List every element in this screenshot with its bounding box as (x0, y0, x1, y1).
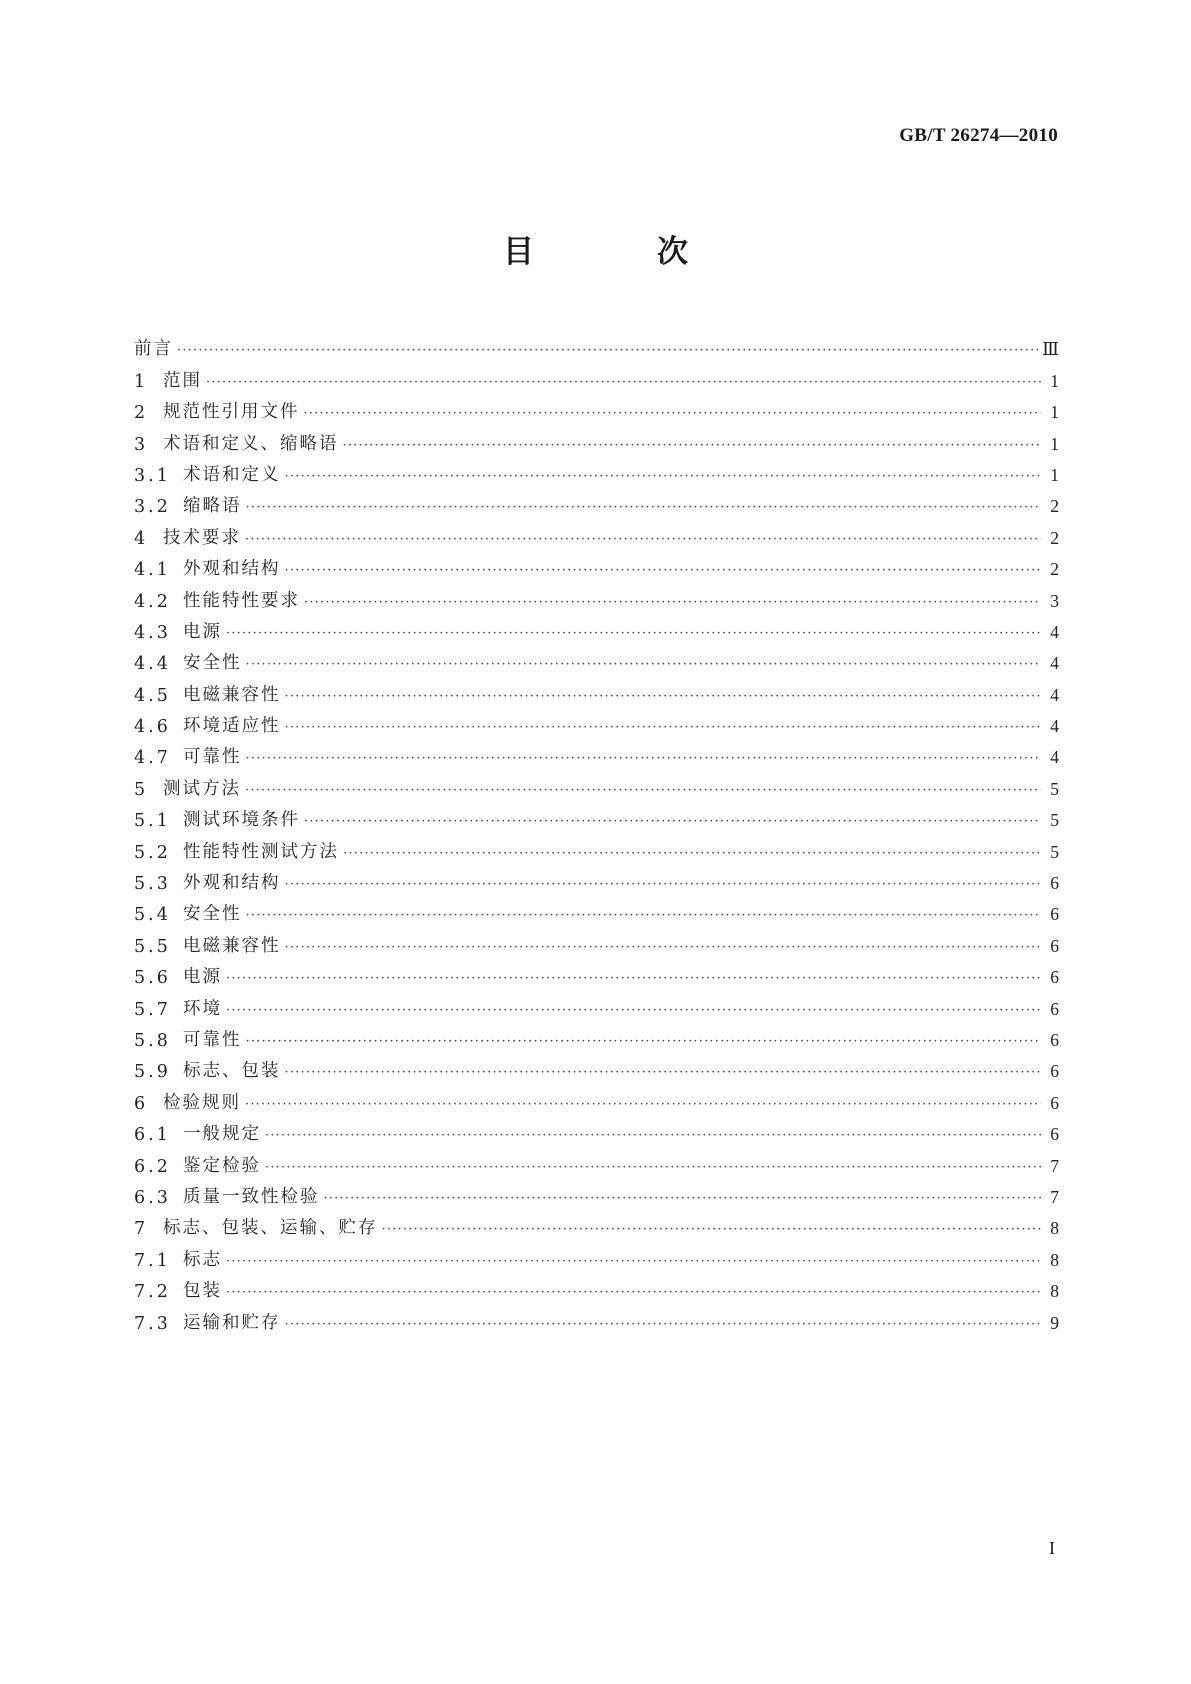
toc-entry-label: 可靠性 (183, 1029, 242, 1050)
toc-entry-number: 7.1 (134, 1250, 171, 1271)
toc-entry-page: 1 (1050, 464, 1059, 485)
toc-entry-label: 电源 (183, 621, 222, 642)
toc-entry-label: 环境 (183, 998, 222, 1019)
toc-entry-number: 4.7 (134, 748, 171, 769)
toc-entry-number: 4.2 (134, 591, 171, 612)
toc-entry (134, 800, 1059, 831)
toc-entry-label: 安全性 (183, 653, 242, 674)
toc-entry-number: 2 (134, 403, 149, 424)
toc-entry (134, 580, 1059, 611)
toc-entry (134, 486, 1059, 517)
toc-entry (134, 894, 1059, 925)
toc-entry-page: 3 (1050, 590, 1059, 611)
toc-entry-number: 4.1 (134, 560, 171, 581)
toc-entry-page: 4 (1050, 716, 1059, 737)
toc-leader-dots (285, 878, 1042, 894)
toc-leader-dots (304, 596, 1041, 612)
toc-entry-number: 6 (134, 1093, 149, 1114)
toc-entry-label: 性能特性要求 (183, 590, 300, 611)
toc-entry-label: 性能特性测试方法 (183, 841, 339, 862)
toc-entry-label: 电磁兼容性 (183, 935, 281, 956)
toc-leader-dots (265, 1129, 1041, 1145)
toc-leader-dots (226, 627, 1041, 643)
toc-leader-dots (304, 407, 1042, 423)
toc-entry-page: 4 (1050, 653, 1059, 674)
toc-entry-number: 7.3 (134, 1313, 171, 1334)
toc-leader-dots (246, 501, 1042, 517)
toc-entry-page: 6 (1050, 967, 1059, 988)
toc-entry-number: 5.5 (134, 936, 171, 957)
toc-entry (134, 1082, 1059, 1113)
toc-entry (134, 360, 1059, 391)
toc-entry (134, 549, 1059, 580)
toc-entry (134, 1145, 1059, 1176)
toc-entry-page: 5 (1050, 841, 1059, 862)
toc-entry-page: 5 (1050, 810, 1059, 831)
toc-entry-page: 8 (1050, 1249, 1059, 1270)
toc-entry (134, 1271, 1059, 1302)
toc-leader-dots (285, 564, 1042, 580)
toc-entry-page: 6 (1050, 1061, 1059, 1082)
toc-entry-page: 2 (1050, 496, 1059, 517)
toc-leader-dots (226, 972, 1041, 988)
toc-leader-dots (177, 344, 1038, 360)
toc-leader-dots (206, 376, 1041, 392)
toc-leader-dots (226, 1255, 1041, 1271)
toc-leader-dots (246, 752, 1042, 768)
toc-entry-number: 6.2 (134, 1156, 171, 1177)
toc-entry-page: 2 (1050, 559, 1059, 580)
toc-entry-label: 术语和定义 (183, 464, 281, 485)
toc-entry-page: 2 (1050, 527, 1059, 548)
toc-entry (134, 706, 1059, 737)
toc-entry-number: 7 (134, 1219, 149, 1240)
toc-entry-number: 5.1 (134, 811, 171, 832)
toc-entry (134, 1114, 1059, 1145)
toc-leader-dots (285, 721, 1042, 737)
toc-entry-label: 鉴定检验 (183, 1155, 261, 1176)
toc-entry (134, 1302, 1059, 1333)
toc-leader-dots (246, 1035, 1042, 1051)
toc-entry-number: 4 (134, 528, 149, 549)
toc-leader-dots (285, 941, 1042, 957)
toc-leader-dots (226, 1004, 1041, 1020)
toc-entry-page: 7 (1050, 1186, 1059, 1207)
toc-entry-number: 4.4 (134, 654, 171, 675)
toc-entry-label: 标志、包装 (183, 1061, 281, 1082)
toc-entry-number: 4.5 (134, 685, 171, 706)
toc-entry-label: 术语和定义、缩略语 (163, 433, 339, 454)
toc-entry-label: 缩略语 (183, 496, 242, 517)
toc-entry-label: 环境适应性 (183, 716, 281, 737)
toc-entry-page: 4 (1050, 621, 1059, 642)
toc-entry-page: 5 (1050, 778, 1059, 799)
toc-leader-dots (285, 690, 1042, 706)
toc-entry-number: 5.3 (134, 874, 171, 895)
toc-entry-page: 1 (1050, 402, 1059, 423)
toc-entry (134, 455, 1059, 486)
toc-entry-label: 规范性引用文件 (163, 402, 300, 423)
toc-entry-page: 6 (1050, 998, 1059, 1019)
toc-leader-dots (246, 909, 1042, 925)
toc-entry-label: 安全性 (183, 904, 242, 925)
toc-entry-number: 5 (134, 779, 149, 800)
toc-entry-label: 技术要求 (163, 527, 241, 548)
standard-number: GB/T 26274—2010 (899, 125, 1058, 146)
toc-leader-dots (246, 658, 1042, 674)
toc-entry-number: 3.2 (134, 497, 171, 518)
toc-entry (134, 831, 1059, 862)
toc-entry-page: Ⅲ (1042, 339, 1059, 360)
toc-leader-dots (285, 1066, 1042, 1082)
toc-entry-page: 1 (1050, 370, 1059, 391)
toc-entry-number: 3 (134, 434, 149, 455)
toc-entry-number: 5.4 (134, 905, 171, 926)
toc-entry-number: 4.6 (134, 717, 171, 738)
toc-entry-page: 6 (1050, 873, 1059, 894)
toc-entry-label: 运输和贮存 (183, 1312, 281, 1333)
toc-leader-dots (324, 1192, 1042, 1208)
toc-entry (134, 988, 1059, 1019)
toc-entry (134, 392, 1059, 423)
toc-entry-label: 包装 (183, 1281, 222, 1302)
toc-entry-page: 1 (1050, 433, 1059, 454)
toc-entry-number: 4.3 (134, 622, 171, 643)
toc-entry-page: 9 (1050, 1312, 1059, 1333)
toc-entry-number: 1 (134, 371, 149, 392)
toc-entry (134, 957, 1059, 988)
toc-entry-page: 6 (1050, 1124, 1059, 1145)
toc-entry-label: 测试方法 (163, 778, 241, 799)
toc-entry-label: 检验规则 (163, 1092, 241, 1113)
toc-entry-page: 7 (1050, 1155, 1059, 1176)
toc-entry (134, 768, 1059, 799)
toc-entry-label: 质量一致性检验 (183, 1186, 320, 1207)
toc-entry-label: 一般规定 (183, 1124, 261, 1145)
page-number: I (1049, 1538, 1055, 1558)
toc-leader-dots (245, 784, 1041, 800)
toc-entry-label: 外观和结构 (183, 873, 281, 894)
toc-entry-number: 7.2 (134, 1282, 171, 1303)
toc-entry (134, 1208, 1059, 1239)
toc-leader-dots (265, 1161, 1041, 1177)
toc-entry-page: 8 (1050, 1218, 1059, 1239)
toc-entry-number: 6.3 (134, 1187, 171, 1208)
toc-entry (134, 737, 1059, 768)
toc-leader-dots (226, 1286, 1041, 1302)
toc-leader-dots (245, 1098, 1041, 1114)
toc-entry (134, 925, 1059, 956)
toc-leader-dots (245, 533, 1041, 549)
toc-entry (134, 517, 1059, 548)
toc-leader-dots (343, 439, 1042, 455)
toc-entry-number: 3.1 (134, 465, 171, 486)
toc-entry (134, 674, 1059, 705)
toc-entry-number: 5.2 (134, 842, 171, 863)
toc-entry-label: 外观和结构 (183, 559, 281, 580)
toc-entry-page: 4 (1050, 684, 1059, 705)
toc-title: 目 次 (503, 234, 734, 270)
toc-entry (134, 863, 1059, 894)
toc-entry-label: 标志 (183, 1249, 222, 1270)
toc-entry-page: 6 (1050, 935, 1059, 956)
toc-entry-number: 5.8 (134, 1030, 171, 1051)
toc-entry (134, 1239, 1059, 1270)
toc-leader-dots (285, 1318, 1042, 1334)
toc-entry-label: 可靠性 (183, 747, 242, 768)
toc-entry-label: 范围 (163, 370, 202, 391)
toc-entry-label: 前言 (134, 339, 173, 360)
toc-entry-number: 5.7 (134, 999, 171, 1020)
toc-leader-dots (343, 847, 1041, 863)
toc-entry-page: 4 (1050, 747, 1059, 768)
toc-entry (134, 423, 1059, 454)
toc-entry-label: 标志、包装、运输、贮存 (163, 1218, 378, 1239)
toc-leader-dots (382, 1223, 1042, 1239)
toc-entry-label: 测试环境条件 (183, 810, 300, 831)
toc-entry-page: 6 (1050, 904, 1059, 925)
toc-entry (134, 329, 1059, 360)
toc-entry-number: 6.1 (134, 1125, 171, 1146)
toc-entry-page: 6 (1050, 1029, 1059, 1050)
toc-entry-number: 5.6 (134, 968, 171, 989)
toc-leader-dots (285, 470, 1042, 486)
toc-entry-label: 电源 (183, 967, 222, 988)
toc-entry-page: 8 (1050, 1281, 1059, 1302)
table-of-contents (134, 329, 1059, 1334)
toc-entry (134, 643, 1059, 674)
toc-leader-dots (304, 815, 1041, 831)
toc-entry-label: 电磁兼容性 (183, 684, 281, 705)
toc-entry (134, 1051, 1059, 1082)
toc-entry-page: 6 (1050, 1092, 1059, 1113)
toc-entry-number: 5.9 (134, 1062, 171, 1083)
toc-entry (134, 1177, 1059, 1208)
toc-entry (134, 612, 1059, 643)
toc-entry (134, 1020, 1059, 1051)
